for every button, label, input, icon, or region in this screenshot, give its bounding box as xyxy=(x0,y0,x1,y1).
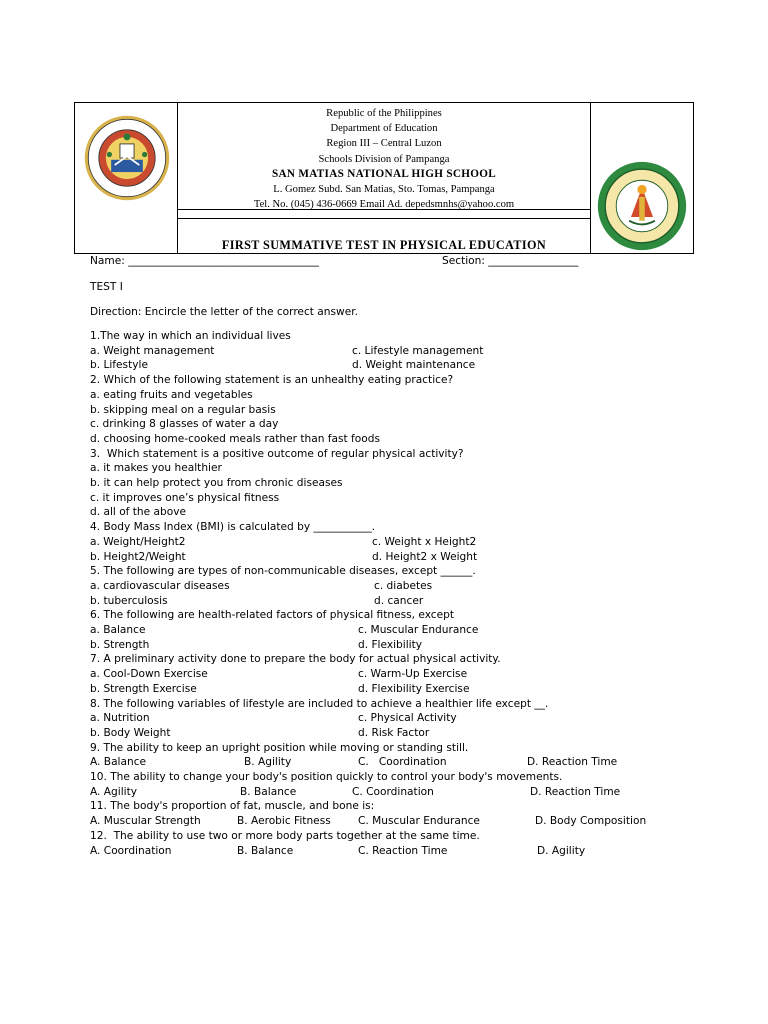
deped-seal-icon xyxy=(83,114,171,202)
answer-option[interactable]: d. Weight maintenance xyxy=(352,359,476,372)
direction: Direction: Encircle the letter of the correct answer. xyxy=(90,306,358,318)
header-line: Schools Division of Pampanga xyxy=(318,153,450,165)
answer-option[interactable]: B. Aerobic Fitness xyxy=(237,815,331,828)
school-name: SAN MATIAS NATIONAL HIGH SCHOOL xyxy=(272,167,496,180)
answer-option[interactable]: B. Balance xyxy=(237,844,294,857)
question-text: 12. The ability to use two or more body parts together at the same time. xyxy=(90,829,480,842)
answer-option[interactable]: d. Flexibility Exercise xyxy=(358,682,470,695)
section-field[interactable]: Section: _________________ xyxy=(442,255,579,267)
answer-option[interactable]: B. Balance xyxy=(240,785,297,798)
answer-option[interactable]: b. it can help protect you from chronic diseases xyxy=(90,477,343,489)
question-text: 7. A preliminary activity done to prepare the body for actual physical activity. xyxy=(90,653,501,666)
question-text: 11. The body's proportion of fat, muscle, and bone is: xyxy=(90,800,375,813)
answer-option[interactable]: b. Strength xyxy=(90,638,150,651)
answer-option[interactable]: A. Coordination xyxy=(90,844,172,857)
answer-option[interactable]: D. Reaction Time xyxy=(527,756,618,769)
answer-option[interactable]: d. Height2 x Weight xyxy=(372,550,478,563)
right-logo-box xyxy=(590,103,693,253)
answer-option[interactable]: b. Lifestyle xyxy=(90,359,148,372)
question-text: 1.The way in which an individual lives xyxy=(90,330,291,342)
answer-option[interactable]: b. skipping meal on a regular basis xyxy=(90,403,276,416)
answer-option[interactable]: c. diabetes xyxy=(374,579,433,592)
header-line: Department of Education xyxy=(330,123,438,135)
answer-option[interactable]: a. Cool-Down Exercise xyxy=(90,668,208,681)
answer-option[interactable]: A. Muscular Strength xyxy=(90,815,201,828)
answer-option[interactable]: d. all of the above xyxy=(90,506,187,519)
answer-option[interactable]: c. Muscular Endurance xyxy=(358,624,479,636)
question-text: 6. The following are health-related factors of physical fitness, except xyxy=(90,609,454,622)
letterhead xyxy=(74,102,694,254)
answer-option[interactable]: A. Balance xyxy=(90,756,147,769)
answer-option[interactable]: C. Reaction Time xyxy=(358,844,448,857)
letterhead-text xyxy=(178,103,590,209)
answer-option[interactable]: d. choosing home-cooked meals rather than fast foods xyxy=(90,432,380,445)
answer-option[interactable]: d. cancer xyxy=(374,594,424,607)
answer-option[interactable]: c. it improves one’s physical fitness xyxy=(90,491,280,504)
school-address: L. Gomez Subd. San Matias, Sto. Tomas, Pampanga xyxy=(273,184,495,196)
question-text: 10. The ability to change your body's position quickly to control your body's movements. xyxy=(90,771,563,783)
test-label: TEST I xyxy=(90,281,123,293)
divider xyxy=(178,218,590,219)
answer-option[interactable]: c. Weight x Height2 xyxy=(372,535,477,548)
answer-option[interactable]: d. Flexibility xyxy=(358,638,423,651)
answer-option[interactable]: d. Risk Factor xyxy=(358,726,430,739)
answer-option[interactable]: b. Strength Exercise xyxy=(90,682,197,695)
question-text: 9. The ability to keep an upright position while moving or standing still. xyxy=(90,741,469,754)
answer-option[interactable]: C. Coordination xyxy=(358,756,447,769)
answer-option[interactable]: b. tuberculosis xyxy=(90,594,168,607)
answer-option[interactable]: a. cardiovascular diseases xyxy=(90,579,230,592)
header-line: Region III – Central Luzon xyxy=(326,138,442,150)
answer-option[interactable]: C. Muscular Endurance xyxy=(358,815,480,828)
answer-option[interactable]: a. Balance xyxy=(90,624,146,636)
title-box xyxy=(178,209,590,253)
question-text: 2. Which of the following statement is an unhealthy eating practice? xyxy=(90,374,454,387)
question-text: 3. Which statement is a positive outcome of regular physical activity? xyxy=(90,447,464,460)
answer-option[interactable]: a. Weight management xyxy=(90,344,215,357)
answer-option[interactable]: C. Coordination xyxy=(352,785,434,798)
school-seal-icon xyxy=(596,160,688,252)
answer-option[interactable]: a. Nutrition xyxy=(90,712,150,725)
answer-option[interactable]: c. Warm-Up Exercise xyxy=(358,668,468,681)
question-text: 5. The following are types of non-communicable diseases, except ______. xyxy=(90,565,476,578)
test-title: FIRST SUMMATIVE TEST IN PHYSICAL EDUCATION xyxy=(221,238,547,252)
answer-option[interactable]: b. Height2/Weight xyxy=(90,550,186,563)
question-text: 8. The following variables of lifestyle are included to achieve a healthier life except __. xyxy=(90,697,549,710)
answer-option[interactable]: A. Agility xyxy=(90,785,138,798)
school-contact: Tel. No. (045) 436-0669 Email Ad. depedsmnhs@yahoo.com xyxy=(253,199,515,211)
answer-option[interactable]: c. Physical Activity xyxy=(358,712,457,725)
question-text: 4. Body Mass Index (BMI) is calculated by ___________. xyxy=(90,521,376,534)
answer-option[interactable]: D. Reaction Time xyxy=(530,785,621,798)
answer-option[interactable]: c. Lifestyle management xyxy=(352,344,484,357)
left-logo-box xyxy=(75,103,178,253)
answer-option[interactable]: c. drinking 8 glasses of water a day xyxy=(90,418,279,431)
header-line: Republic of the Philippines xyxy=(326,108,442,119)
answer-option[interactable]: D. Body Composition xyxy=(535,815,647,828)
answer-option[interactable]: a. it makes you healthier xyxy=(90,462,222,475)
name-field[interactable]: Name: ____________________________________ xyxy=(90,255,319,267)
answer-option[interactable]: B. Agility xyxy=(244,756,292,769)
answer-option[interactable]: D. Agility xyxy=(537,844,586,857)
answer-option[interactable]: b. Body Weight xyxy=(90,726,171,739)
answer-option[interactable]: a. eating fruits and vegetables xyxy=(90,388,253,401)
answer-option[interactable]: a. Weight/Height2 xyxy=(90,535,186,548)
